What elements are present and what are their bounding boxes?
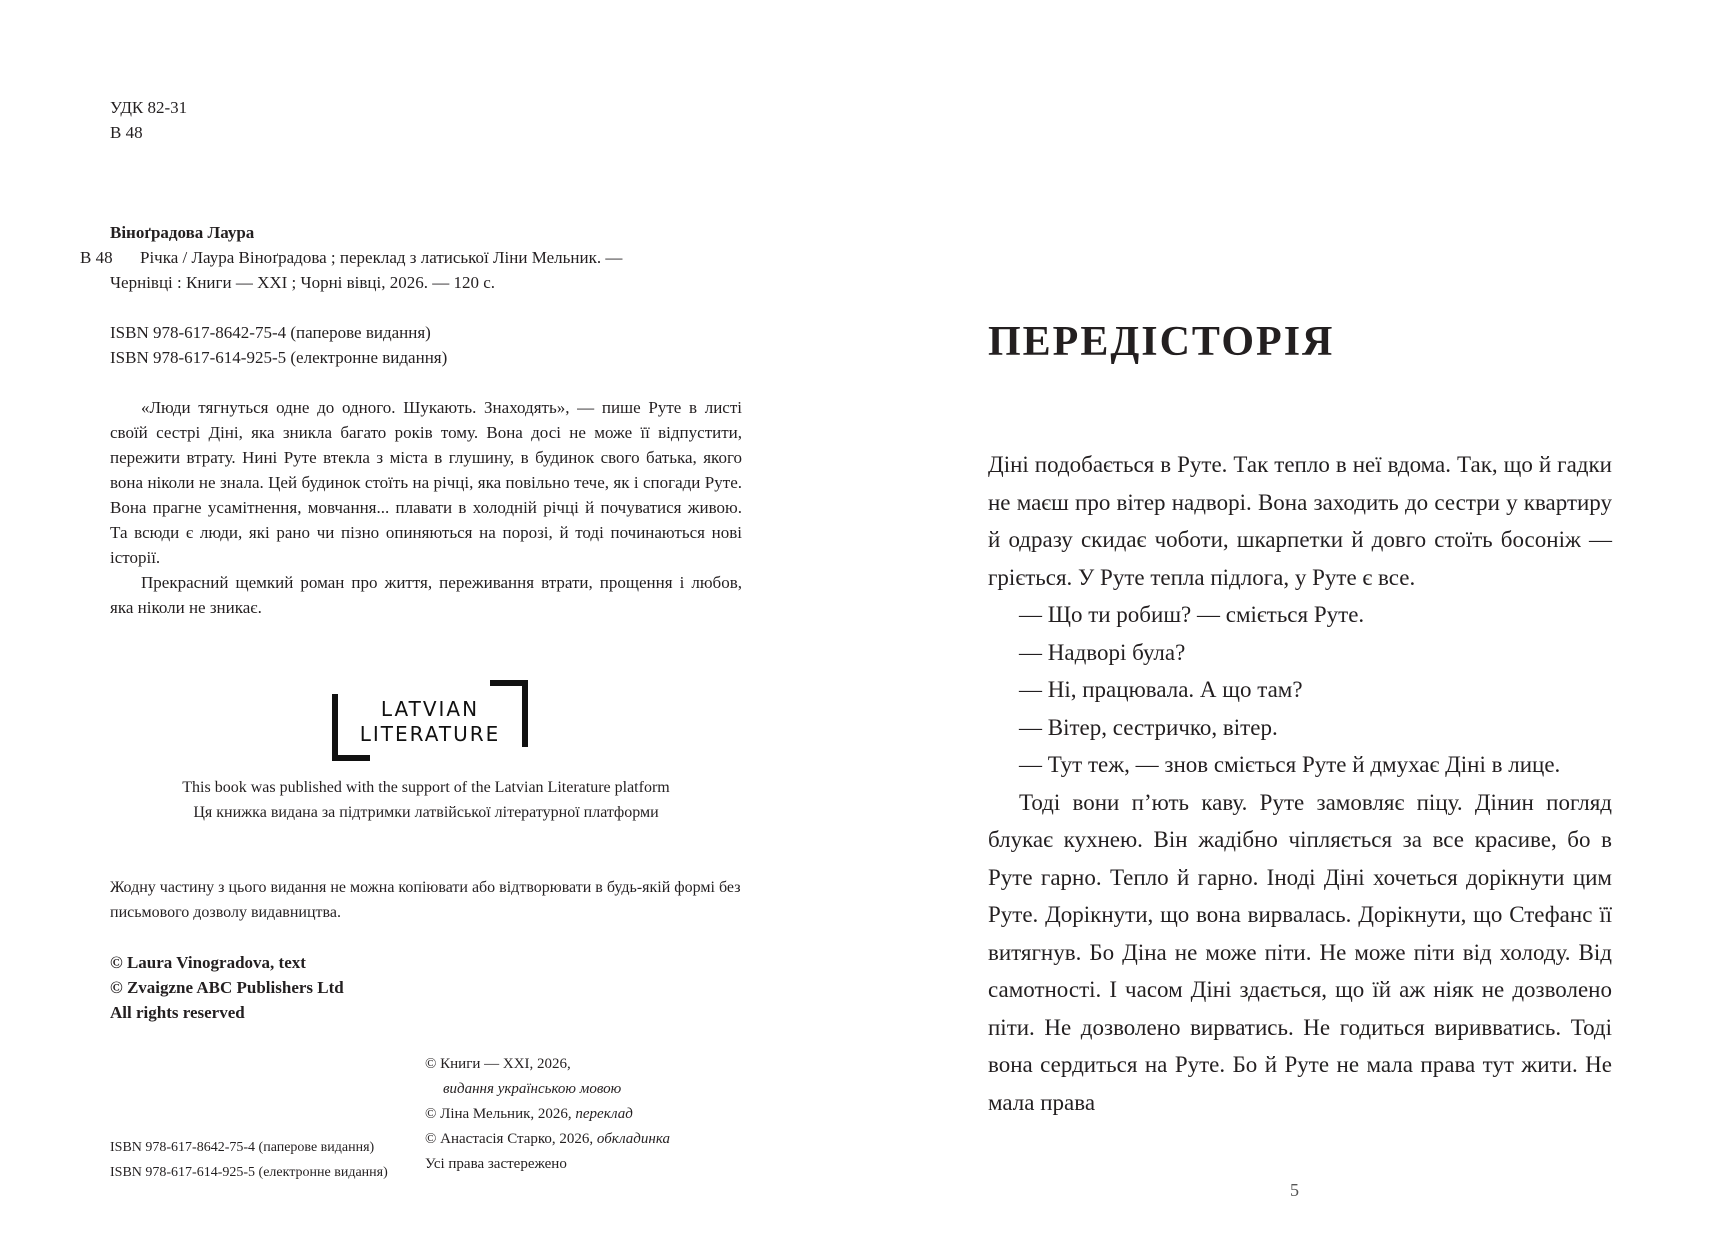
imprint-text: © Анастасія Старко, 2026, <box>425 1131 597 1147</box>
copyright-original <box>110 950 344 1025</box>
support-note-en: This book was published with the support of the Latvian Literature platform <box>182 779 670 796</box>
chapter-paragraph: Тоді вони п’ють каву. Руте замовляє піцу. Дінин погляд блукає кухнею. Він жадібно чіпляється за все красиве, бо в Руте гарно. Тепло й гарно. Іноді Діні хочеться дорікнути цим Руте. Дорікнути, що вона вирвалась. Дорікнути, що Стефанс її витягнув. Бо Діна не може піти. Не може піти від холоду. Від самотності. І часом Діні здається, що їй аж ніяк не дозволено піти. Не дозволено вирватись. Не годиться виривватись. Тоді вона сердиться на Руте. Бо й Руте не мала права тут жити. Не мала права <box>988 789 1612 1115</box>
imprint-block <box>425 1052 670 1177</box>
udk-block <box>110 95 187 145</box>
imprint-role: обкладинка <box>596 1131 670 1147</box>
logo-line-2: LITERATURE <box>359 722 501 746</box>
isbn-block <box>110 320 447 370</box>
annotation-paragraph: Прекрасний щемкий роман про життя, переживання втрати, прощення і любов, яка ніколи не зникає. <box>110 573 742 617</box>
annotation-paragraph: «Люди тягнуться одне до одного. Шукають. Знаходять», — пише Руте в листі своїй сестрі Діні, яка зникла багато років тому. Вона досі не може її відпустити, пережити втрату. Нині Руте втекла з міста в глушину, в будинок свого батька, якого вона ніколи не знала. Цей будинок стоїть на річці, яка повільно тече, як і спогади Руте. Вона прагне усамітнення, мовчання... плавати в холодній річці й почуватися живою. Та всюди є люди, які рано чи пізно опиняються на порозі, й тоді починаються нові історії. <box>110 398 742 567</box>
catalog-record <box>80 220 750 295</box>
imprint-line: видання українською мовою <box>443 1081 622 1097</box>
isbn-footer <box>110 1135 388 1185</box>
copyright-line: All rights reserved <box>110 1003 245 1022</box>
isbn-electronic: ISBN 978-617-614-925-5 (електронне видання) <box>110 348 448 367</box>
isbn-paper: ISBN 978-617-8642-75-4 (паперове видання) <box>110 323 431 342</box>
catalog-author: Віноґрадова Лаура <box>110 223 255 242</box>
copyright-line: © Zvaigzne ABC Publishers Ltd <box>110 978 344 997</box>
chapter-paragraph: — Ні, працювала. А що там? <box>1019 677 1303 702</box>
catalog-line-1 <box>80 245 750 270</box>
page-number: 5 <box>1290 1180 1299 1200</box>
imprint-role: переклад <box>575 1106 633 1122</box>
chapter-paragraph: — Що ти робиш? — сміється Руте. <box>1019 602 1365 627</box>
annotation <box>110 395 742 620</box>
imprint-line <box>425 1127 670 1152</box>
latvian-literature-logo <box>332 680 528 761</box>
imprint-line: Усі права застережено <box>425 1156 567 1172</box>
rights-note: Жодну частину з цього видання не можна копіювати або відтворювати в будь-якій формі без письмового дозволу видавництва. <box>110 879 741 921</box>
isbn-electronic-small: ISBN 978-617-614-925-5 (електронне видання) <box>110 1165 388 1180</box>
chapter-text <box>988 446 1612 1121</box>
imprint-line: © Книги — XXI, 2026, <box>425 1056 571 1072</box>
catalog-code: В 48 <box>80 248 113 267</box>
support-note <box>110 775 742 825</box>
logo-text <box>356 697 504 747</box>
chapter-paragraph: — Надворі була? <box>1019 639 1186 665</box>
isbn-paper-small: ISBN 978-617-8642-75-4 (паперове видання) <box>110 1140 375 1155</box>
chapter-title: ПЕРЕДІСТОРІЯ <box>988 319 1335 365</box>
support-note-uk: Ця книжка видана за підтримки латвійської літературної платформи <box>193 804 659 821</box>
chapter-paragraph: — Вітер, сестричко, вітер. <box>1019 714 1278 740</box>
catalog-line-2: Чернівці : Книги — XXI ; Чорні вівці, 2026. — 120 с. <box>110 273 496 292</box>
imprint-text: © Ліна Мельник, 2026, <box>425 1106 576 1122</box>
catalog-title: Річка / Лаура Віноґрадова ; переклад з латиської Ліни Мельник. — <box>140 248 623 267</box>
chapter-paragraph: — Тут теж, — знов сміється Руте й дмухає Діні в лице. <box>1019 752 1561 777</box>
udk-code: УДК 82-31 <box>110 98 188 117</box>
chapter-paragraph: Діні подобається в Руте. Так тепло в неї вдома. Так, що й гадки не маєш про вітер надворі. Вона заходить до сестри у квартиру й одразу скидає чоботи, шкарпетки й довго стоїть босоніж — гріється. У Руте тепла підлога, у Руте є все. <box>988 452 1612 590</box>
author-mark: В 48 <box>110 123 143 142</box>
logo-line-1: LATVIAN <box>380 697 480 721</box>
copyright-line: © Laura Vinogradova, text <box>110 953 306 972</box>
imprint-line <box>425 1102 670 1127</box>
